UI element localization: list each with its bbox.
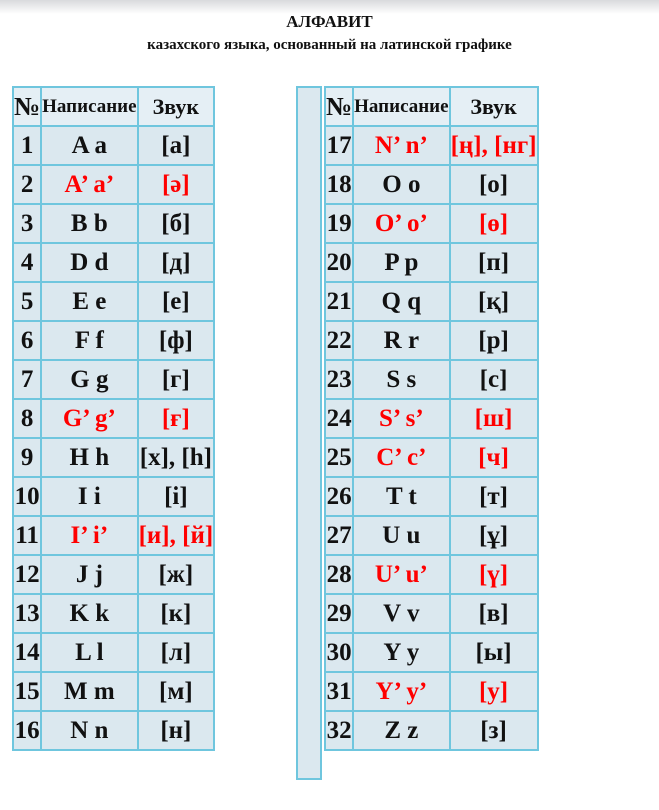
table-row xyxy=(13,594,214,633)
letter-writing: O o xyxy=(353,165,449,204)
alphabet-table-right xyxy=(324,86,539,751)
letter-number: 4 xyxy=(13,243,41,282)
table-row xyxy=(325,360,538,399)
letter-writing: I i xyxy=(41,477,137,516)
letter-number: 19 xyxy=(325,204,353,243)
letter-number: 31 xyxy=(325,672,353,711)
letter-sound: [ы] xyxy=(450,633,538,672)
letter-writing: T t xyxy=(353,477,449,516)
letter-sound: [к] xyxy=(138,594,215,633)
letter-number: 15 xyxy=(13,672,41,711)
letter-number: 23 xyxy=(325,360,353,399)
letter-sound: [у] xyxy=(450,672,538,711)
table-row xyxy=(13,672,214,711)
letter-sound: [ғ] xyxy=(138,399,215,438)
letter-sound: [е] xyxy=(138,282,215,321)
table-row xyxy=(325,165,538,204)
letter-number: 29 xyxy=(325,594,353,633)
table-row xyxy=(325,711,538,750)
table-row xyxy=(325,516,538,555)
letter-sound: [ү] xyxy=(450,555,538,594)
table-row xyxy=(325,438,538,477)
table-row xyxy=(13,633,214,672)
letter-writing: G’ g’ xyxy=(41,399,137,438)
letter-sound: [х], [h] xyxy=(138,438,215,477)
letter-sound: [г] xyxy=(138,360,215,399)
letter-sound: [т] xyxy=(450,477,538,516)
table-row xyxy=(325,282,538,321)
letter-writing: E e xyxy=(41,282,137,321)
letter-sound: [в] xyxy=(450,594,538,633)
letter-number: 11 xyxy=(13,516,41,555)
letter-sound: [и], [й] xyxy=(138,516,215,555)
table-row xyxy=(325,321,538,360)
header-writing: Написание xyxy=(41,87,137,126)
letter-sound: [н] xyxy=(138,711,215,750)
letter-number: 2 xyxy=(13,165,41,204)
letter-sound: [ұ] xyxy=(450,516,538,555)
header-sound: Звук xyxy=(450,87,538,126)
letter-number: 10 xyxy=(13,477,41,516)
table-row xyxy=(13,516,214,555)
letter-sound: [ә] xyxy=(138,165,215,204)
letter-sound: [с] xyxy=(450,360,538,399)
letter-sound: [ш] xyxy=(450,399,538,438)
page-subtitle: казахского языка, основанный на латинской графике xyxy=(147,37,512,53)
letter-sound: [ф] xyxy=(138,321,215,360)
table-row xyxy=(325,633,538,672)
letter-number: 30 xyxy=(325,633,353,672)
letter-writing: Y y xyxy=(353,633,449,672)
letter-number: 18 xyxy=(325,165,353,204)
letter-sound: [л] xyxy=(138,633,215,672)
table-row xyxy=(13,126,214,165)
letter-sound: [ң], [нг] xyxy=(450,126,538,165)
table-row xyxy=(325,204,538,243)
letter-writing: V v xyxy=(353,594,449,633)
letter-writing: H h xyxy=(41,438,137,477)
table-row xyxy=(13,243,214,282)
letter-writing: I’ i’ xyxy=(41,516,137,555)
letter-writing: G g xyxy=(41,360,137,399)
letter-writing: L l xyxy=(41,633,137,672)
header-writing: Написание xyxy=(353,87,449,126)
letter-writing: D d xyxy=(41,243,137,282)
table-header-row xyxy=(13,87,214,126)
letter-writing: J j xyxy=(41,555,137,594)
letter-writing: A a xyxy=(41,126,137,165)
letter-writing: K k xyxy=(41,594,137,633)
letter-writing: C’ c’ xyxy=(353,438,449,477)
letter-number: 1 xyxy=(13,126,41,165)
letter-sound: [о] xyxy=(450,165,538,204)
letter-number: 9 xyxy=(13,438,41,477)
letter-writing: F f xyxy=(41,321,137,360)
letter-sound: [д] xyxy=(138,243,215,282)
table-row xyxy=(13,360,214,399)
letter-number: 17 xyxy=(325,126,353,165)
letter-sound: [ж] xyxy=(138,555,215,594)
table-row xyxy=(13,399,214,438)
letter-writing: O’ o’ xyxy=(353,204,449,243)
letter-sound: [ч] xyxy=(450,438,538,477)
letter-writing: P p xyxy=(353,243,449,282)
letter-writing: R r xyxy=(353,321,449,360)
letter-writing: S’ s’ xyxy=(353,399,449,438)
table-row xyxy=(13,438,214,477)
letter-number: 13 xyxy=(13,594,41,633)
table-divider xyxy=(296,86,322,780)
letter-number: 27 xyxy=(325,516,353,555)
letter-writing: B b xyxy=(41,204,137,243)
letter-number: 6 xyxy=(13,321,41,360)
letter-number: 8 xyxy=(13,399,41,438)
letter-number: 7 xyxy=(13,360,41,399)
letter-sound: [р] xyxy=(450,321,538,360)
table-row xyxy=(13,477,214,516)
table-row xyxy=(13,282,214,321)
letter-sound: [і] xyxy=(138,477,215,516)
letter-number: 3 xyxy=(13,204,41,243)
table-row xyxy=(325,126,538,165)
table-header-row xyxy=(325,87,538,126)
table-row xyxy=(325,477,538,516)
letter-number: 12 xyxy=(13,555,41,594)
letter-writing: M m xyxy=(41,672,137,711)
letter-number: 24 xyxy=(325,399,353,438)
alphabet-table-left xyxy=(12,86,215,751)
letter-number: 20 xyxy=(325,243,353,282)
table-row xyxy=(13,711,214,750)
letter-sound: [з] xyxy=(450,711,538,750)
letter-sound: [м] xyxy=(138,672,215,711)
letter-writing: Q q xyxy=(353,282,449,321)
table-row xyxy=(13,165,214,204)
header-sound: Звук xyxy=(138,87,215,126)
letter-number: 22 xyxy=(325,321,353,360)
letter-number: 5 xyxy=(13,282,41,321)
letter-sound: [б] xyxy=(138,204,215,243)
letter-number: 14 xyxy=(13,633,41,672)
letter-sound: [п] xyxy=(450,243,538,282)
letter-writing: S s xyxy=(353,360,449,399)
letter-number: 25 xyxy=(325,438,353,477)
header-number: № xyxy=(13,87,41,126)
letter-number: 16 xyxy=(13,711,41,750)
letter-writing: U u xyxy=(353,516,449,555)
letter-number: 21 xyxy=(325,282,353,321)
letter-writing: U’ u’ xyxy=(353,555,449,594)
table-row xyxy=(325,243,538,282)
letter-number: 28 xyxy=(325,555,353,594)
letter-sound: [ө] xyxy=(450,204,538,243)
header-number: № xyxy=(325,87,353,126)
page-title: АЛФАВИТ xyxy=(286,12,373,31)
letter-writing: A’ a’ xyxy=(41,165,137,204)
table-row xyxy=(325,555,538,594)
table-row xyxy=(325,399,538,438)
letter-sound: [а] xyxy=(138,126,215,165)
letter-number: 32 xyxy=(325,711,353,750)
letter-writing: N’ n’ xyxy=(353,126,449,165)
table-row xyxy=(13,204,214,243)
table-row xyxy=(13,321,214,360)
letter-writing: N n xyxy=(41,711,137,750)
table-row xyxy=(13,555,214,594)
letter-sound: [қ] xyxy=(450,282,538,321)
table-row xyxy=(325,672,538,711)
table-row xyxy=(325,594,538,633)
letter-writing: Z z xyxy=(353,711,449,750)
letter-number: 26 xyxy=(325,477,353,516)
letter-writing: Y’ y’ xyxy=(353,672,449,711)
